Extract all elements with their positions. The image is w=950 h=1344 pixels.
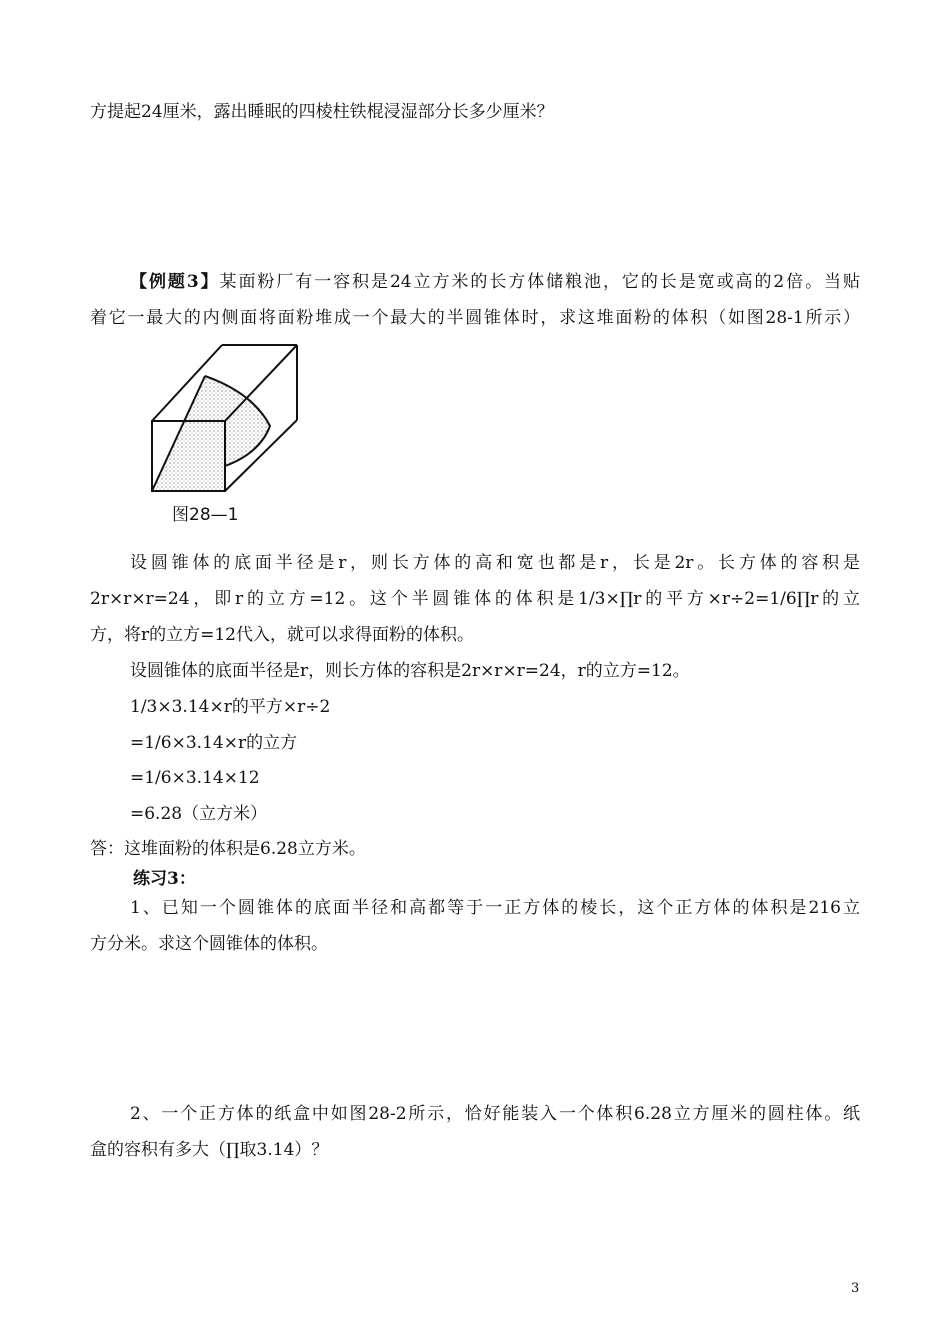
practice-item-2-cont: 盒的容积有多大（∏取3.14）？	[90, 1140, 329, 1160]
figure-caption: 图28—1	[172, 505, 239, 525]
answer-line: 答：这堆面粉的体积是6.28立方米。	[90, 839, 366, 859]
practice-item-1-cont: 方分米。求这个圆锥体的体积。	[90, 934, 328, 954]
math-line: =6.28（立方米）	[130, 804, 268, 824]
text-line: 2r×r×r=24，即r的立方=12。这个半圆锥体的体积是1/3×∏r的平方×r÷2=1/6∏r的立	[90, 589, 860, 609]
text-line: 方，将r的立方=12代入，就可以求得面粉的体积。	[90, 625, 475, 645]
practice-item-1: 1、已知一个圆锥体的底面半径和高都等于一正方体的棱长，这个正方体的体积是216立	[130, 898, 860, 918]
math-line: =1/6×3.14×12	[130, 768, 260, 788]
example-label: 【例题3】	[130, 272, 220, 292]
example-3-line	[130, 272, 860, 292]
practice-heading: 练习3：	[133, 869, 196, 889]
page-number: 3	[851, 1281, 860, 1296]
text-line: 设圆锥体的底面半径是r，则长方体的容积是2r×r×r=24，r的立方=12。	[130, 661, 690, 681]
practice-item-2: 2、一个正方体的纸盒中如图28-2所示，恰好能装入一个体积6.28立方厘米的圆柱体。纸	[130, 1104, 860, 1124]
text-line: 着它一最大的内侧面将面粉堆成一个最大的半圆锥体时，求这堆面粉的体积（如图28-1所示）	[90, 308, 860, 328]
text-line: 方提起24厘米，露出睡眠的四棱柱铁棍浸湿部分长多少厘米？	[90, 102, 554, 122]
math-line: =1/6×3.14×r的立方	[130, 733, 298, 753]
math-line: 1/3×3.14×r的平方×r÷2	[130, 697, 331, 717]
figure-28-1	[145, 338, 305, 498]
example-text: 某面粉厂有一容积是24立方米的长方体储粮池，它的长是宽或高的2倍。当贴	[219, 272, 860, 292]
text-line: 设圆锥体的底面半径是r，则长方体的高和宽也都是r，长是2r。长方体的容积是	[130, 553, 860, 573]
